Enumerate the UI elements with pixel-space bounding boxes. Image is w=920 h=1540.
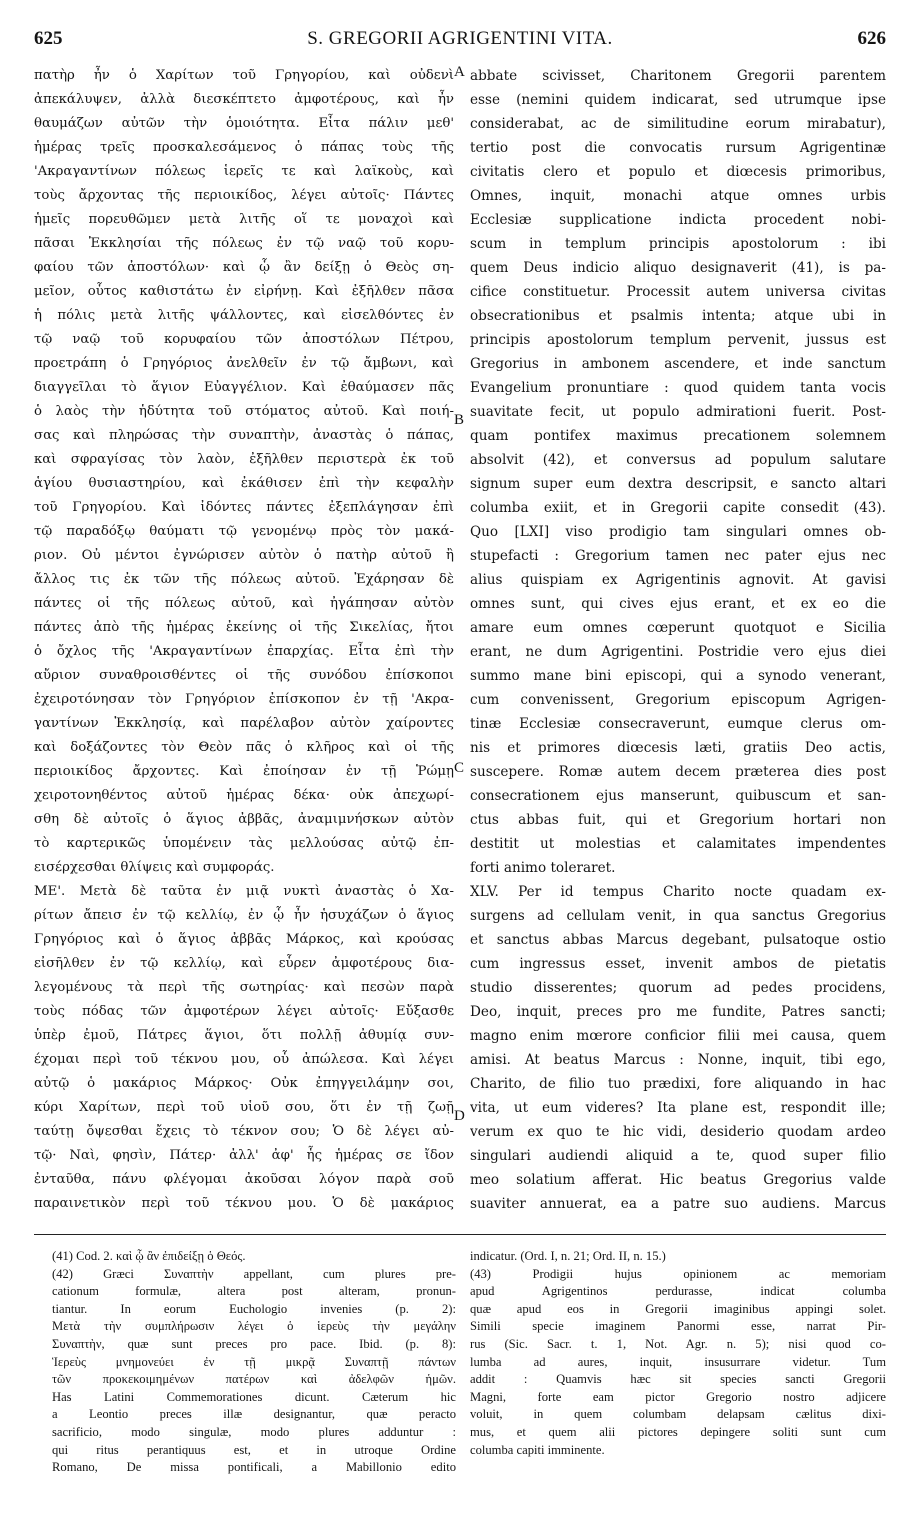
greek-text-line: τοῦ Γρηγορίου. Καὶ ἰδόντες πάντες ἐξεπλάγησαν ἐπὶ bbox=[34, 500, 454, 515]
latin-text-line: singulari audiendi aliquid a te, quod super filio bbox=[470, 1148, 886, 1164]
footnote-line: Has Latini Commemorationes dicunt. Cæterum hic bbox=[52, 1389, 456, 1404]
greek-text-line: έχομαι περὶ τοῦ τέκνου μου, οὗ ἀπώλεσα. Καὶ λέγει bbox=[34, 1052, 454, 1067]
greek-text-line: κύρι Χαρίτων, περὶ τοῦ υἱοῦ σου, ὅτι ἐν τῇ ζωῇ bbox=[34, 1100, 454, 1115]
greek-text-line: ρίτων ἄπεισ ἐν τῷ κελλίῳ, ἐν ᾧ ἦν ἡσυχάζων ὁ ἅγιος bbox=[34, 908, 454, 923]
greek-text-line: ἐνταῦθα, πάνυ φλέγομαι ἀκοῦσαι λόγον παρὰ σοῦ bbox=[34, 1172, 454, 1187]
footnote-line: Romano, De missa pontificali, a Mabillonio edito bbox=[52, 1460, 456, 1475]
latin-text-line: Quo [LXI] viso prodigio tam singulari omnes ob- bbox=[470, 524, 886, 540]
latin-text-line: quem Deus indicio aliquo designaverit (41), is pa- bbox=[470, 260, 886, 276]
latin-text-line: Gregorius in ambonem ascendere, et inde sanctum bbox=[470, 356, 886, 372]
footnote-line: Magni, forte eam pictor Gregorio nostro adjicere bbox=[470, 1389, 886, 1404]
margin-marker-b: B bbox=[454, 412, 465, 428]
greek-text-line: τῷ παραδόξῳ θαύματι τῷ γενομένῳ πρὸς τὸν μακά- bbox=[34, 524, 454, 539]
greek-text-line: σας καὶ πληρώσας τὴν συναπτὴν, ἀναστὰς ὁ πάπας, bbox=[34, 428, 454, 443]
greek-text-line: αὔριον συναθροισθέντες οἱ τῆς συνόδου ἐπίσκοποι bbox=[34, 668, 454, 683]
latin-text-line: suaviter annuerat, ea a patre suo audiens. Marcus bbox=[470, 1196, 886, 1212]
greek-text-line: πάντες οἱ τῆς πόλεως αὐτοῦ, καὶ ἠγάπησαν αὐτὸν bbox=[34, 596, 454, 611]
greek-text-line: θαυμάζων αὐτῶν τὴν ὁμοιότητα. Εἶτα πάλιν μεθ' bbox=[34, 116, 454, 131]
greek-text-line: τὸ καρτερικῶς ὑπομένειν τὰς μελλούσας αὐτῷ ἐπ- bbox=[34, 836, 454, 851]
margin-marker-d: D bbox=[454, 1108, 465, 1124]
greek-text-line: χειροτονηθέντος αὐτοῦ ἡμέρας δέκα· οὐκ ἀπεχωρί- bbox=[34, 788, 454, 803]
greek-text-line: ἄλλος τις ἐκ τῶν τῆς πόλεως αὐτοῦ. Ἐχάρησαν δὲ bbox=[34, 572, 454, 587]
greek-text-line: 'Ακραγαντίνων πόλεως ἱερεῖς τε καὶ λαϊκοὺς, καὶ bbox=[34, 164, 454, 179]
footnote-line: Μετὰ τὴν συμπλήρωσιν λέγει ὁ ἱερεὺς τὴν μεγάλην bbox=[52, 1319, 456, 1334]
greek-text-line: μεῖον, οὗτος καθιστάτω ἐν εἰρήνῃ. Καὶ ἐξῆλθεν πᾶσα bbox=[34, 284, 454, 299]
latin-text-line: Charito, de filio tuo prædixi, fore aliquando in hac bbox=[470, 1076, 886, 1092]
footnote-line: τῶν προκεκοιμημένων πατέρων καὶ ἀδελφῶν ἡμῶν. bbox=[52, 1372, 456, 1387]
footnote-line: Simili specie imaginem Panormi esse, narrat Pir- bbox=[470, 1319, 886, 1334]
latin-text-line: summo mane bini episcopi, qui a synodo venerant, bbox=[470, 668, 886, 684]
footnote-line: Συναπτὴν, quæ sunt preces pro pace. Ibid. (p. 8): bbox=[52, 1336, 456, 1351]
latin-text-line: suavitate fecit, ut populo admirationi fuerit. Post- bbox=[470, 404, 886, 420]
footnote-line: columba capiti imminente. bbox=[470, 1442, 605, 1457]
latin-text-line: tertio post die convocatis rursum Agrigentinæ bbox=[470, 140, 886, 156]
greek-text-line: ὑπὲρ ἐμοῦ, Πάτρες ἅγιοι, ὅτι πολλῇ ἀθυμίᾳ συν- bbox=[34, 1028, 454, 1043]
greek-text-line: τοὺς ἄρχοντας τῆς περιοικίδος, λέγει αὐτοῖς· Πάντες bbox=[34, 188, 454, 203]
footnote-line: addit : Quamvis hæc sit species sancti Gregorii bbox=[470, 1372, 886, 1387]
footnotes-right bbox=[470, 1248, 886, 1459]
latin-text-line: esse (nemini quidem indicarat, sed utrumque ipse bbox=[470, 92, 886, 108]
greek-text-line: καὶ σφραγίσας τὸν λαὸν, ἐξῆλθεν περιστερὰ ἐκ τοῦ bbox=[34, 452, 454, 467]
greek-text-line: τοὺς πόδας τῶν ἀμφοτέρων λέγει αὐτοῖς· Εὔξασθε bbox=[34, 1004, 454, 1019]
latin-text-line: cum ingressus esset, invenit ambos de pietatis bbox=[470, 956, 886, 972]
latin-text-line: surgens ad cellulam venit, in qua sanctus Gregorius bbox=[470, 908, 886, 924]
footnote-line: Ἱερεὺς μνημονεύει ἐν τῇ μικρᾷ Συναπτῇ πάντων bbox=[52, 1354, 456, 1369]
margin-marker-a: A bbox=[454, 64, 465, 80]
footnote-line: rus (Sic. Sacr. t. 1, Not. Agr. n. 5); nisi quod co- bbox=[470, 1336, 886, 1351]
latin-text-line: principis apostolorum templum pervenit, jussus est bbox=[470, 332, 886, 348]
footnote-line: sacrificio, modo singulæ, modo plures adduntur : bbox=[52, 1424, 456, 1439]
latin-text-line: meo solatium afferat. Hic beatus Gregorius valde bbox=[470, 1172, 886, 1188]
latin-text-line: Ecclesiæ supplicatione indicta procedent nobi- bbox=[470, 212, 886, 228]
footnote-line: mus, et quem alii pictores depingere soliti sunt cum bbox=[470, 1424, 886, 1439]
latin-text-line: vita, ut eum videres? Ita plane est, respondit ille; bbox=[470, 1100, 886, 1116]
greek-text-line: ἡμεῖς πορευθῶμεν μετὰ λιτῆς οἵ τε μοναχοὶ καὶ bbox=[34, 212, 454, 227]
notes-rule bbox=[34, 1234, 886, 1235]
running-header bbox=[34, 28, 886, 58]
latin-text-line: ctus abbas fuit, qui et Gregorium hortari non bbox=[470, 812, 886, 828]
latin-text-line: verum ex quo te hic vidi, desiderio quodam ardeo bbox=[470, 1124, 886, 1140]
latin-text-line: magno enim mœrore conficior filii mei causa, quem bbox=[470, 1028, 886, 1044]
page-number-right: 626 bbox=[857, 28, 886, 49]
greek-text-line: τῷ ναῷ τοῦ κορυφαίου τῶν ἀποστόλων Πέτρου, bbox=[34, 332, 454, 347]
greek-text-line: λεγομένους τὰ περὶ τῆς σωτηρίας· καὶ πεσὼν παρὰ bbox=[34, 980, 454, 995]
latin-text-line: civitatis clero et populo et diœcesis primoribus, bbox=[470, 164, 886, 180]
latin-text-line: amisi. At beatus Marcus : Nonne, inquit, tibi ego, bbox=[470, 1052, 886, 1068]
greek-text-line: ἁγίου θυσιαστηρίου, καὶ ἐκάθισεν ἐπὶ τὴν κεφαλὴν bbox=[34, 476, 454, 491]
greek-text-line: παραινετικὸν περὶ τοῦ τέκνου μου. Ὁ δὲ μακάριος bbox=[34, 1196, 454, 1211]
footnote-line: indicatur. (Ord. I, n. 21; Ord. II, n. 15.) bbox=[470, 1249, 666, 1263]
latin-text-line: alius quispiam ex Agrigentinis agnovit. At gavisi bbox=[470, 572, 886, 588]
latin-text-line: et sanctus abbas Marcus degebant, pulsatoque ostio bbox=[470, 932, 886, 948]
page-number-left: 625 bbox=[34, 28, 63, 49]
greek-text-line: ἡμέρας τρεῖς προσκαλεσάμενος ὁ πάπας τοὺς τῆς bbox=[34, 140, 454, 155]
greek-text-line: ΜΕ'. Μετὰ δὲ ταῦτα ἐν μιᾷ νυκτὶ ἀναστὰς ὁ Χα- bbox=[34, 884, 454, 899]
footnote-line: apud Agrigentinos perdurasse, indicat columba bbox=[470, 1284, 886, 1299]
latin-text-line: erant, ne dum Agrigentini. Postridie vero ejus diei bbox=[470, 644, 886, 660]
greek-text-column bbox=[34, 64, 454, 1216]
greek-text-line: ἀπεκάλυψεν, ἀλλὰ διεσκέπτετο ἀμφοτέρους, καὶ ἦν bbox=[34, 92, 454, 107]
greek-text-line: αὐτῷ ὁ μακάριος Μάρκος· Οὐκ ἐπηγγειλάμην σοι, bbox=[34, 1076, 454, 1091]
greek-text-line: ὁ λαὸς τὴν ἡδύτητα τοῦ στόματος αὐτοῦ. Καὶ ποιή- bbox=[34, 404, 454, 419]
footnote-line: a Leontio preces illæ designantur, quæ peracto bbox=[52, 1407, 456, 1422]
latin-text-line: destitit ut molestias et calamitates impendentes bbox=[470, 836, 886, 852]
greek-text-line: εἰσῆλθεν ἐν τῷ κελλίῳ, καὶ εὗρεν ἀμφοτέρους δια- bbox=[34, 956, 454, 971]
greek-text-line: ἡ πόλις μετὰ λιτῆς ψάλλοντες, καὶ εἰσελθόντες ἐν bbox=[34, 308, 454, 323]
greek-text-line: περιοικίδος ἄρχοντες. Καὶ ἐποίησαν ἐν τῇ Ῥώμῃ bbox=[34, 764, 454, 779]
footnote-line: voluit, in quem columbam delapsam cælitus dixi- bbox=[470, 1407, 886, 1422]
latin-text-line: columba exiit, et in Gregorii capite consedit (43). bbox=[470, 500, 886, 516]
footnote-line: cationum formulæ, altera post alteram, pronun- bbox=[52, 1284, 456, 1299]
greek-text-line: Γρηγόριος καὶ ὁ ἅγιος ἀββᾶς Μάρκος, καὶ κρούσας bbox=[34, 932, 454, 947]
greek-text-line: πάντες ἀπὸ τῆς ἡμέρας ἐκείνης οἱ τῆς Σικελίας, ἤτοι bbox=[34, 620, 454, 635]
margin-marker-c: C bbox=[454, 760, 465, 776]
greek-text-line: σθη δὲ αὐτοῖς ὁ ἅγιος ἀββᾶς, ἀναμιμνήσκων αὐτὸν bbox=[34, 812, 454, 827]
footnotes-left bbox=[52, 1248, 456, 1477]
latin-text-column bbox=[470, 64, 886, 1216]
latin-text-line: absolvit (42), et conversus ad populum salutare bbox=[470, 452, 886, 468]
footnote-line: lumba ad aures, inquit, insusurrare videtur. Tum bbox=[470, 1354, 886, 1369]
latin-text-line: consecrationem ejus manserunt, quibuscum et san- bbox=[470, 788, 886, 804]
greek-text-line: προετράπη ὁ Γρηγόριος ἀνελθεῖν ἐν τῷ ἄμβωνι, καὶ bbox=[34, 356, 454, 371]
footnote-line: quæ apud eos in Gregorii imaginibus appingi solet. bbox=[470, 1301, 886, 1316]
latin-text-line: tinæ Ecclesiæ consecraverunt, eumque clerus om- bbox=[470, 716, 886, 732]
latin-text-line: Omnes, inquit, monachi atque omnes urbis bbox=[470, 188, 886, 204]
running-title: S. GREGORII AGRIGENTINI VITA. bbox=[307, 28, 613, 49]
greek-text-line: γαντίνων Ἐκκλησίᾳ, καὶ παρέλαβον αὐτὸν χαίροντες bbox=[34, 716, 454, 731]
footnote-line: (43) Prodigii hujus opinionem ac memoriam bbox=[470, 1266, 886, 1281]
latin-text-line: quam pontifex maximus precationem solemnem bbox=[470, 428, 886, 444]
latin-text-line: obsecrationibus et psalmis intenta; atque ubi in bbox=[470, 308, 886, 324]
latin-text-line: Evangelium pronuntiare : quod quidem tanta vocis bbox=[470, 380, 886, 396]
greek-text-line: ταύτῃ ὄψεσθαι ἔχεις τὸ τέκνον σου; Ὁ δὲ λέγει αὐ- bbox=[34, 1124, 454, 1139]
latin-text-line: studio disserentes; quorum ad pedes procidens, bbox=[470, 980, 886, 996]
latin-text-line: signum super eum dextra descripsit, e sancto altari bbox=[470, 476, 886, 492]
greek-text-line: εισέρχεσθαι θλίψεις καὶ συμφοράς. bbox=[34, 860, 275, 875]
footnote-line: (42) Græci Συναπτὴν appellant, cum plures pre- bbox=[52, 1266, 456, 1281]
latin-text-line: forti animo toleraret. bbox=[470, 860, 616, 876]
latin-text-line: cifice constituetur. Processit autem universa civitas bbox=[470, 284, 886, 300]
greek-text-line: πατὴρ ἦν ὁ Χαρίτων τοῦ Γρηγορίου, καὶ οὐδενὶ bbox=[34, 68, 454, 83]
greek-text-line: πᾶσαι Ἐκκλησίαι τῆς πόλεως ἐν τῷ ναῷ τοῦ κορυ- bbox=[34, 236, 454, 251]
footnote-line: (41) Cod. 2. καὶ ᾧ ἂν ἐπιδείξῃ ὁ Θεός. bbox=[52, 1249, 246, 1263]
latin-text-line: stupefacti : Gregorium tamen nec pater ejus nec bbox=[470, 548, 886, 564]
latin-text-line: XLV. Per id tempus Charito nocte quadam ex- bbox=[470, 884, 886, 900]
greek-text-line: ὁ ὄχλος τῆς 'Ακραγαντίνων ἐπαρχίας. Εἶτα ἐπὶ τὴν bbox=[34, 644, 454, 659]
latin-text-line: scum in templum principis apostolorum : ibi bbox=[470, 236, 886, 252]
latin-text-line: considerabat, ac de similitudine eorum mirabatur), bbox=[470, 116, 886, 132]
latin-text-line: cum convenissent, Gregorium episcopum Agrigen- bbox=[470, 692, 886, 708]
greek-text-line: διαγγεῖλαι τὸ ἅγιον Εὐαγγέλιον. Καὶ ἐθαύμασεν πᾶς bbox=[34, 380, 454, 395]
latin-text-line: omnes sunt, qui cives ejus erant, et ex eo die bbox=[470, 596, 886, 612]
footnote-line: qui ritus perantiquus est, et in utroque Ordine bbox=[52, 1442, 456, 1457]
greek-text-line: ριον. Οὐ μέντοι ἐγνώρισεν αὐτὸν ὁ πατὴρ αὐτοῦ ἢ bbox=[34, 548, 454, 563]
footnote-line: tiantur. In eorum Euchologio invenies (p. 2): bbox=[52, 1301, 456, 1316]
latin-text-line: amare eum omnes cœperunt quotquot e Sicilia bbox=[470, 620, 886, 636]
greek-text-line: τῷ· Ναὶ, φησὶν, Πάτερ· ἀλλ' ἀφ' ἧς ἡμέρας σε ἴδον bbox=[34, 1148, 454, 1163]
greek-text-line: ἐχειροτόνησαν τὸν Γρηγόριον ἐπίσκοπον ἐν τῇ 'Ακρα- bbox=[34, 692, 454, 707]
latin-text-line: suscepere. Romæ autem decem præterea dies post bbox=[470, 764, 886, 780]
latin-text-line: abbate scivisset, Charitonem Gregorii parentem bbox=[470, 68, 886, 84]
greek-text-line: καὶ δοξάζοντες τὸν Θεὸν πᾶς ὁ κλῆρος καὶ οἱ τῆς bbox=[34, 740, 454, 755]
latin-text-line: nis et primores diœcesis læti, gratiis Deo actis, bbox=[470, 740, 886, 756]
greek-text-line: φαίου τῶν ἀποστόλων· καὶ ᾧ ἂν δείξῃ ὁ Θεὸς ση- bbox=[34, 260, 454, 275]
latin-text-line: Deo, inquit, preces pro me fundite, Patres sancti; bbox=[470, 1004, 886, 1020]
